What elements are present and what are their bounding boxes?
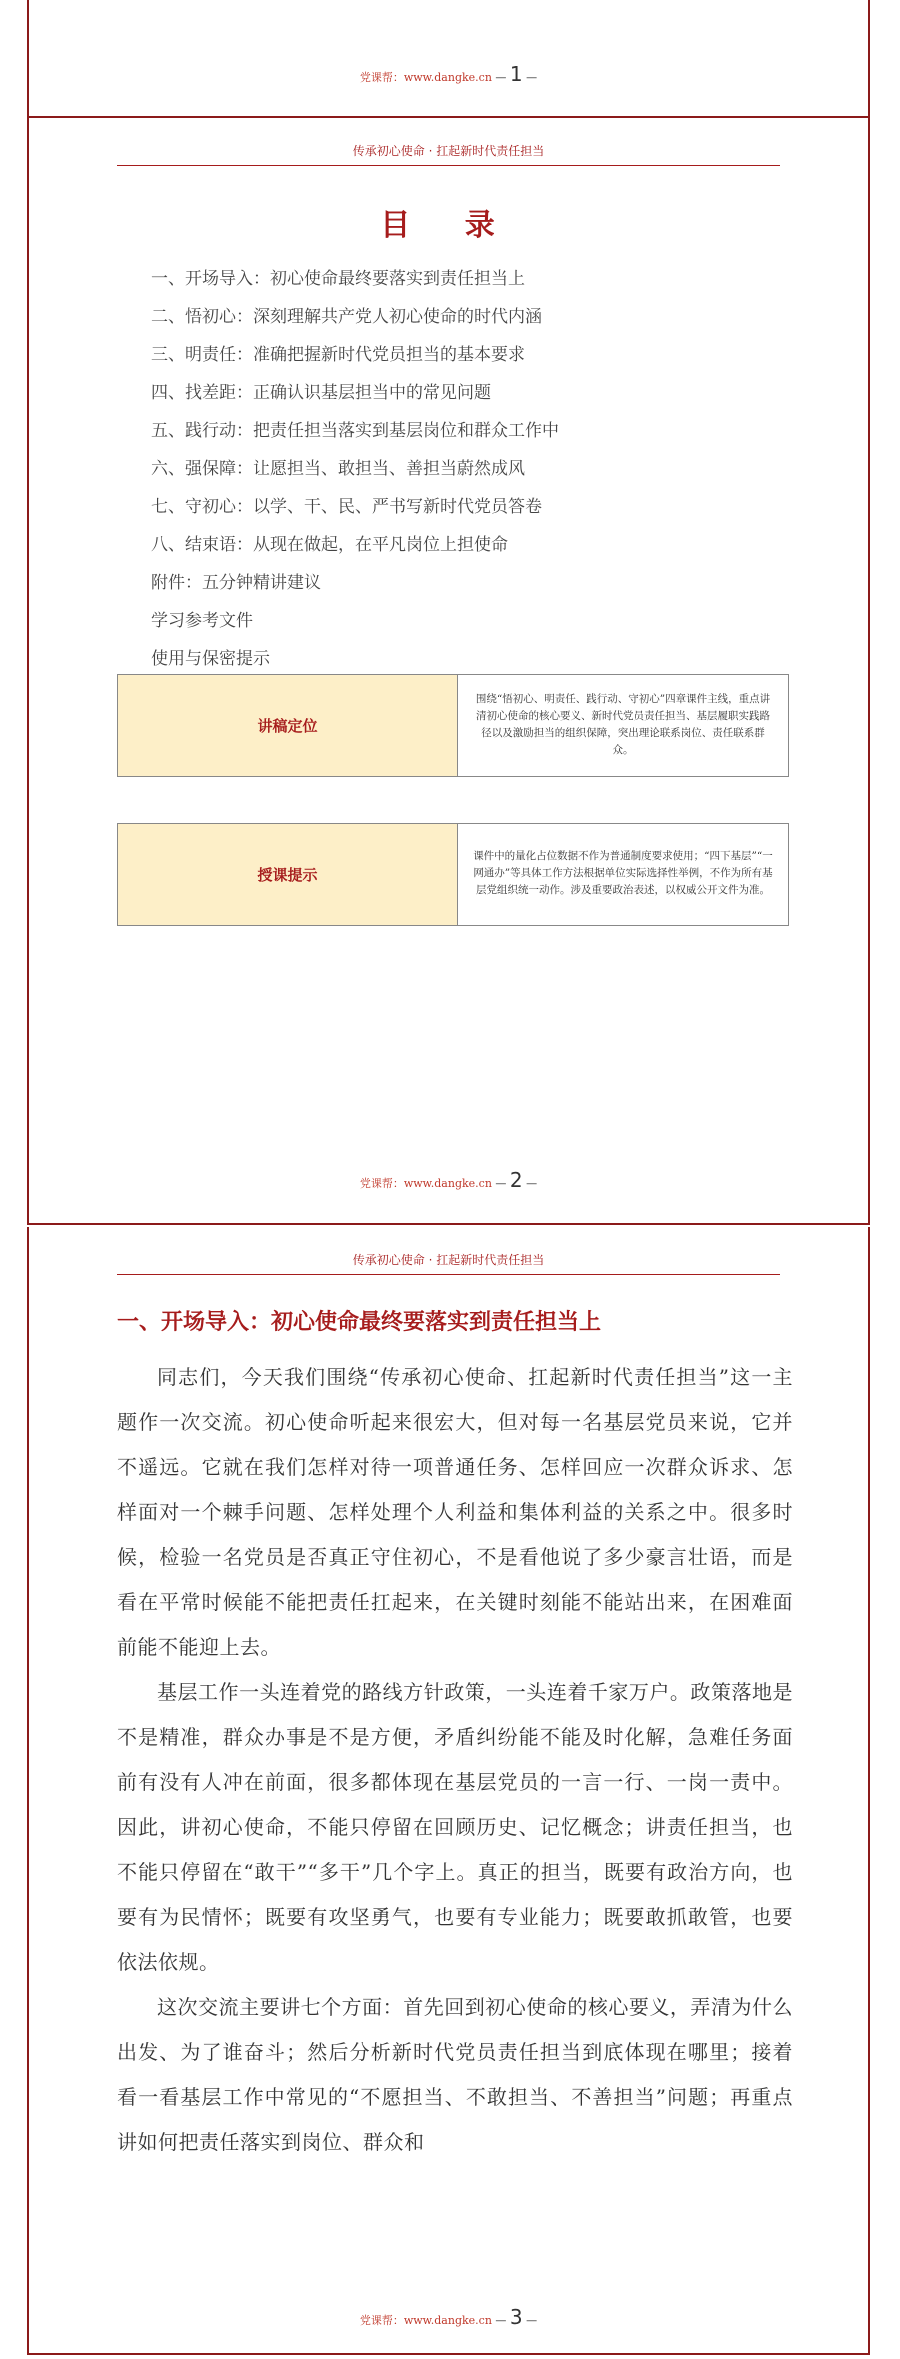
toc-item: 五、践行动：把责任担当落实到基层岗位和群众工作中 xyxy=(151,421,559,441)
toc-item: 使用与保密提示 xyxy=(151,649,270,669)
teaching-tips-box xyxy=(117,823,789,926)
toc-title: 目 录 xyxy=(380,208,517,243)
toc-item: 三、明责任：准确把握新时代党员担当的基本要求 xyxy=(151,345,525,365)
running-header: 传承初心使命 · 扛起新时代责任担当 xyxy=(117,142,780,166)
toc-item: 附件：五分钟精讲建议 xyxy=(151,573,321,593)
box-text: 围绕“悟初心、明责任、践行动、守初心”四章课件主线，重点讲清初心使命的核心要义、新时代党员责任担当、基层履职实践路径以及激励担当的组织保障，突出理论联系岗位、责任联系群众。 xyxy=(458,675,789,777)
page-footer: 党课帮：www.dangke.cn — 3 — xyxy=(359,2305,538,2329)
page-number: 3 xyxy=(509,2305,523,2329)
toc-item: 四、找差距：正确认识基层担当中的常见问题 xyxy=(151,383,491,403)
paragraph: 同志们，今天我们围绕“传承初心使命、扛起新时代责任担当”这一主题作一次交流。初心使命听起来很宏大，但对每一名基层党员来说，它并不遥远。它就在我们怎样对待一项普通任务、怎样回应一次群众诉求、怎样面对一个棘手问题、怎样处理个人利益和集体利益的关系之中。很多时候，检验一名党员是否真正守住初心，不是看他说了多少豪言壮语，而是看在平常时候能不能把责任扛起来，在关键时刻能不能站出来，在困难面前能不能迎上去。 xyxy=(117,1365,793,1659)
toc-item: 八、结束语：从现在做起，在平凡岗位上担使命 xyxy=(151,535,508,555)
page-1 xyxy=(27,0,870,118)
running-header: 传承初心使命 · 扛起新时代责任担当 xyxy=(117,1251,780,1275)
page-footer: 党课帮：www.dangke.cn — 1 — xyxy=(359,62,538,86)
paragraph: 基层工作一头连着党的路线方针政策，一头连着千家万户。政策落地是不是精准，群众办事是不是方便，矛盾纠纷能不能及时化解，急难任务面前有没有人冲在前面，很多都体现在基层党员的一言一行、一岗一责中。因此，讲初心使命，不能只停留在回顾历史、记忆概念；讲责任担当，也不能只停留在“敢干”“多干”几个字上。真正的担当，既要有政治方向，也要有为民情怀；既要有攻坚勇气，也要有专业能力；既要敢抓敢管，也要依法依规。 xyxy=(117,1680,793,1974)
toc-item: 七、守初心：以学、干、民、严书写新时代党员答卷 xyxy=(151,497,542,517)
page-footer: 党课帮：www.dangke.cn — 2 — xyxy=(359,1168,538,1192)
lecture-positioning-box xyxy=(117,674,789,777)
section-title: 一、开场导入：初心使命最终要落实到责任担当上 xyxy=(117,1310,602,1335)
toc-list xyxy=(151,260,559,678)
box-text: 课件中的量化占位数据不作为普通制度要求使用；“四下基层”“一网通办”等具体工作方法根据单位实际选择性举例，不作为所有基层党组织统一动作。涉及重要政治表述，以权威公开文件为准。 xyxy=(458,824,789,926)
toc-item: 六、强保障：让愿担当、敢担当、善担当蔚然成风 xyxy=(151,459,525,479)
box-label: 讲稿定位 xyxy=(118,675,458,777)
toc-item: 二、悟初心：深刻理解共产党人初心使命的时代内涵 xyxy=(151,307,542,327)
box-label: 授课提示 xyxy=(118,824,458,926)
toc-item: 学习参考文件 xyxy=(151,611,253,631)
page-number: 1 xyxy=(509,62,523,86)
toc-item: 一、开场导入：初心使命最终要落实到责任担当上 xyxy=(151,269,525,289)
section-body xyxy=(117,1355,793,2165)
page-number: 2 xyxy=(509,1168,523,1192)
page-3 xyxy=(27,1227,870,2355)
paragraph: 这次交流主要讲七个方面：首先回到初心使命的核心要义，弄清为什么出发、为了谁奋斗；然后分析新时代党员责任担当到底体现在哪里；接着看一看基层工作中常见的“不愿担当、不敢担当、不善担当”问题；再重点讲如何把责任落实到岗位、群众和 xyxy=(117,1995,793,2154)
footer-site-label: 党课帮：www.dangke.cn xyxy=(359,2314,492,2327)
page-2 xyxy=(27,118,870,1225)
footer-site-label: 党课帮：www.dangke.cn xyxy=(359,1177,492,1190)
footer-site-label: 党课帮：www.dangke.cn xyxy=(359,71,492,84)
